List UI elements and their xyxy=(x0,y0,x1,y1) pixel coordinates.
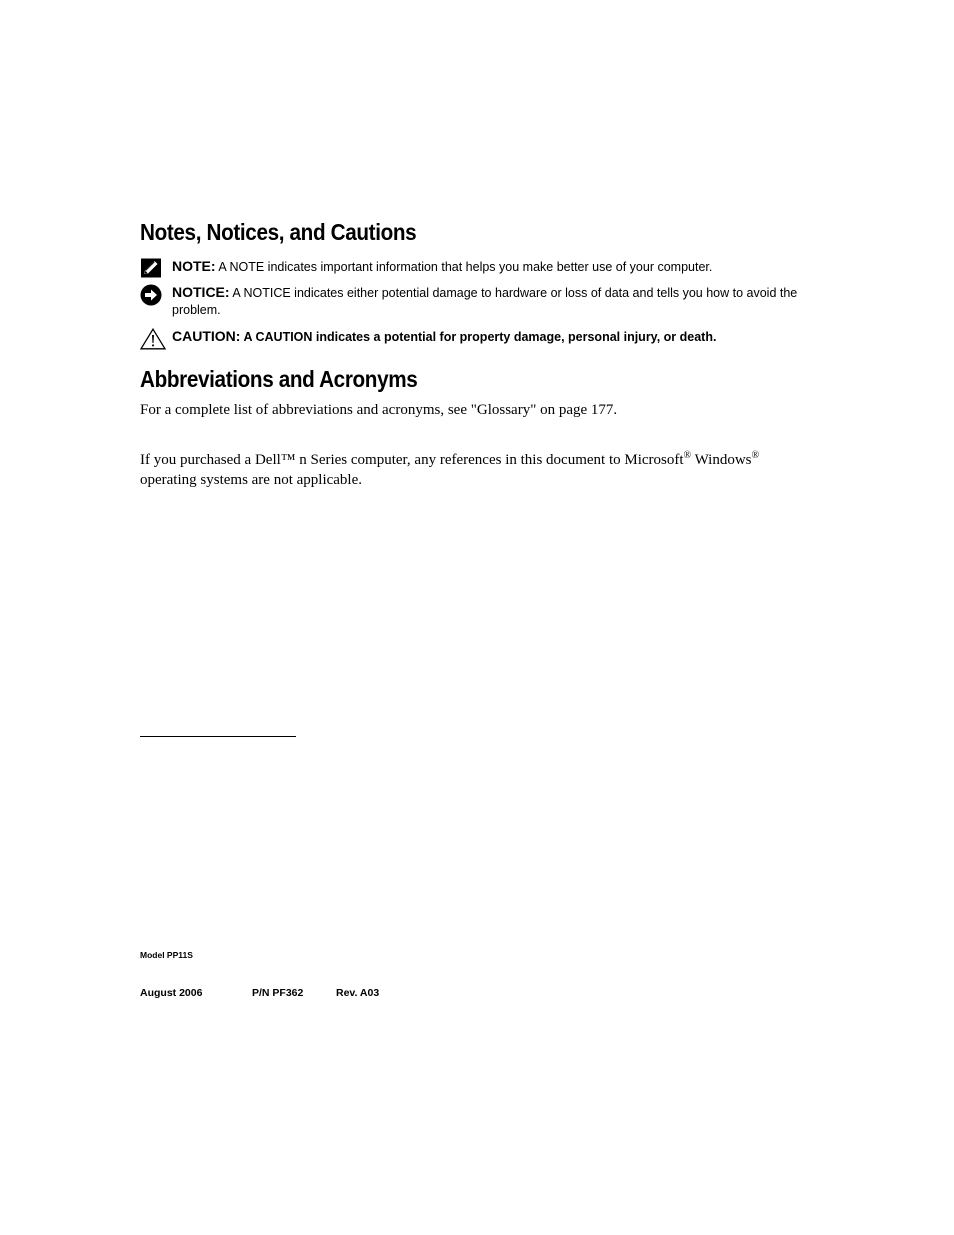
model-number: Model PP11S xyxy=(140,950,193,960)
registered-mark: ® xyxy=(683,450,692,461)
n-series-note-text xyxy=(140,451,820,490)
arrow-circle-icon xyxy=(140,284,164,306)
warning-triangle-icon xyxy=(140,328,164,350)
n-series-text-part3: operating systems are not applicable. xyxy=(140,471,363,488)
pencil-note-icon xyxy=(140,258,164,280)
note-label: NOTE: xyxy=(172,258,216,274)
revision: Rev. A03 xyxy=(336,987,380,999)
abbreviations-acronyms-heading: Abbreviations and Acronyms xyxy=(140,366,418,392)
notes-notices-cautions-heading: Notes, Notices, and Cautions xyxy=(140,219,417,245)
part-number: P/N PF362 xyxy=(252,987,304,999)
glossary-reference-text: For a complete list of abbreviations and acronyms, see "Glossary" on page 177. xyxy=(140,402,618,418)
registered-mark: ® xyxy=(751,450,760,461)
divider-line xyxy=(140,736,296,737)
note-text: A NOTE indicates important information that helps you make better use of your computer. xyxy=(215,260,713,274)
caution-label: CAUTION: xyxy=(172,328,241,344)
publication-date: August 2006 xyxy=(140,987,203,999)
notice-text: A NOTICE indicates either potential damage to hardware or loss of data and tells you how to avoid the problem. xyxy=(172,286,798,317)
n-series-text-part1: If you purchased a Dell™ n Series computer, any references in this document to Microsoft xyxy=(140,452,684,468)
caution-text: A CAUTION indicates a potential for property damage, personal injury, or death. xyxy=(240,330,717,344)
notice-label: NOTICE: xyxy=(172,284,230,300)
n-series-text-part2: Windows xyxy=(691,452,752,468)
